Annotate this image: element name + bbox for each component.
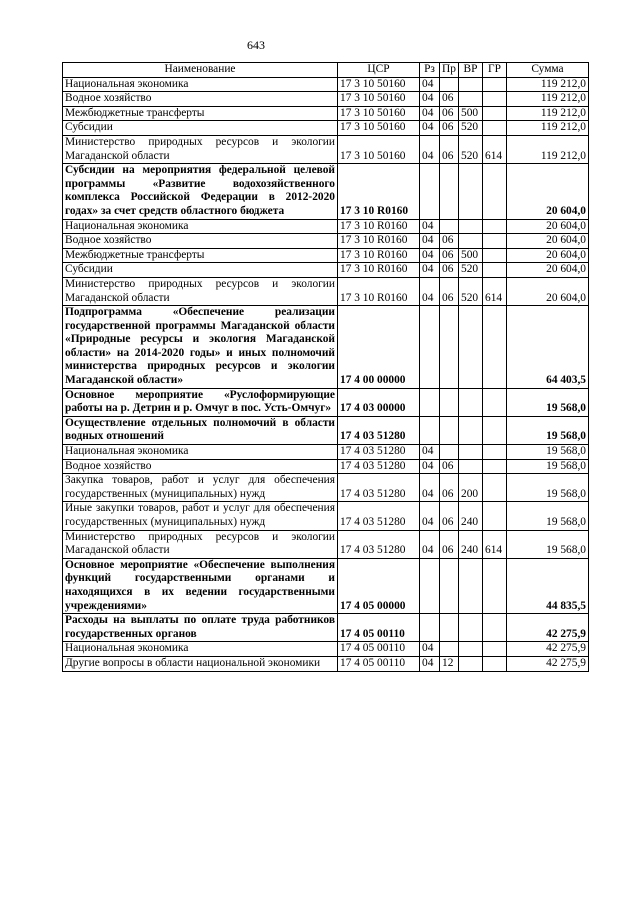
cell-name: Закупка товаров, работ и услуг для обеспечения государственных (муниципальных) нужд	[63, 474, 338, 502]
cell-vr: 520	[459, 277, 483, 305]
cell-sum: 119 212,0	[507, 106, 589, 121]
cell-name: Субсидии	[63, 121, 338, 136]
cell-csr: 17 3 10 R0160	[338, 263, 420, 278]
cell-csr: 17 4 03 51280	[338, 474, 420, 502]
cell-sum: 19 568,0	[507, 445, 589, 460]
table-row	[63, 416, 589, 444]
cell-csr: 17 4 05 00110	[338, 656, 420, 671]
cell-sum: 20 604,0	[507, 277, 589, 305]
cell-pr	[440, 77, 459, 92]
cell-pr: 06	[440, 474, 459, 502]
header-vr: ВР	[459, 63, 483, 78]
cell-name: Межбюджетные трансферты	[63, 106, 338, 121]
table-row	[63, 263, 589, 278]
cell-rz: 04	[420, 248, 440, 263]
table-row	[63, 558, 589, 613]
cell-name: Другие вопросы в области национальной экономики	[63, 656, 338, 671]
cell-rz	[420, 558, 440, 613]
cell-gr	[483, 234, 507, 249]
cell-vr	[459, 642, 483, 657]
table-row	[63, 388, 589, 416]
cell-sum: 42 275,9	[507, 614, 589, 642]
cell-vr: 520	[459, 135, 483, 163]
cell-csr: 17 4 03 51280	[338, 502, 420, 530]
cell-csr: 17 3 10 50160	[338, 106, 420, 121]
cell-gr	[483, 445, 507, 460]
table-row	[63, 121, 589, 136]
cell-rz: 04	[420, 445, 440, 460]
cell-vr: 240	[459, 502, 483, 530]
cell-pr	[440, 306, 459, 389]
cell-pr: 12	[440, 656, 459, 671]
cell-gr	[483, 502, 507, 530]
cell-sum: 20 604,0	[507, 263, 589, 278]
cell-rz: 04	[420, 502, 440, 530]
cell-vr	[459, 656, 483, 671]
cell-name: Водное хозяйство	[63, 459, 338, 474]
header-gr: ГР	[483, 63, 507, 78]
cell-gr: 614	[483, 277, 507, 305]
cell-rz	[420, 416, 440, 444]
cell-gr	[483, 164, 507, 219]
cell-gr	[483, 474, 507, 502]
cell-rz: 04	[420, 121, 440, 136]
cell-pr: 06	[440, 121, 459, 136]
cell-gr	[483, 459, 507, 474]
cell-vr	[459, 92, 483, 107]
header-name: Наименование	[63, 63, 338, 78]
cell-vr	[459, 306, 483, 389]
cell-sum: 119 212,0	[507, 92, 589, 107]
table-row	[63, 92, 589, 107]
table-row	[63, 106, 589, 121]
cell-vr	[459, 558, 483, 613]
cell-sum: 19 568,0	[507, 416, 589, 444]
cell-sum: 119 212,0	[507, 135, 589, 163]
cell-gr	[483, 219, 507, 234]
table-header-row	[63, 63, 589, 78]
table-row	[63, 219, 589, 234]
table-row	[63, 234, 589, 249]
cell-vr	[459, 219, 483, 234]
cell-name: Водное хозяйство	[63, 234, 338, 249]
cell-sum: 20 604,0	[507, 248, 589, 263]
cell-vr: 200	[459, 474, 483, 502]
cell-csr: 17 4 03 51280	[338, 416, 420, 444]
cell-rz	[420, 388, 440, 416]
table-row	[63, 656, 589, 671]
table-row	[63, 642, 589, 657]
cell-sum: 20 604,0	[507, 219, 589, 234]
table-row	[63, 164, 589, 219]
cell-csr: 17 3 10 R0160	[338, 234, 420, 249]
cell-vr: 500	[459, 248, 483, 263]
cell-vr	[459, 164, 483, 219]
cell-gr	[483, 388, 507, 416]
cell-csr: 17 4 05 00110	[338, 642, 420, 657]
cell-csr: 17 3 10 R0160	[338, 277, 420, 305]
cell-csr: 17 3 10 50160	[338, 121, 420, 136]
cell-vr	[459, 416, 483, 444]
cell-csr: 17 4 03 51280	[338, 445, 420, 460]
cell-name: Субсидии	[63, 263, 338, 278]
cell-vr	[459, 388, 483, 416]
cell-csr: 17 4 05 00110	[338, 614, 420, 642]
cell-name: Национальная экономика	[63, 77, 338, 92]
cell-csr: 17 4 00 00000	[338, 306, 420, 389]
cell-vr: 500	[459, 106, 483, 121]
cell-gr	[483, 558, 507, 613]
cell-name: Министерство природных ресурсов и экологии Магаданской области	[63, 530, 338, 558]
cell-rz: 04	[420, 459, 440, 474]
cell-pr: 06	[440, 502, 459, 530]
cell-vr	[459, 77, 483, 92]
cell-csr: 17 3 10 R0160	[338, 164, 420, 219]
cell-csr: 17 3 10 R0160	[338, 219, 420, 234]
cell-sum: 19 568,0	[507, 388, 589, 416]
cell-csr: 17 4 03 00000	[338, 388, 420, 416]
cell-name: Иные закупки товаров, работ и услуг для обеспечения государственных (муниципальных) нужд	[63, 502, 338, 530]
cell-sum: 64 403,5	[507, 306, 589, 389]
cell-vr: 520	[459, 263, 483, 278]
cell-rz: 04	[420, 135, 440, 163]
cell-sum: 19 568,0	[507, 459, 589, 474]
cell-pr	[440, 219, 459, 234]
cell-pr	[440, 642, 459, 657]
cell-rz	[420, 164, 440, 219]
cell-pr: 06	[440, 106, 459, 121]
cell-pr	[440, 388, 459, 416]
cell-gr	[483, 248, 507, 263]
cell-rz: 04	[420, 263, 440, 278]
cell-sum: 42 275,9	[507, 656, 589, 671]
cell-pr: 06	[440, 234, 459, 249]
cell-gr	[483, 106, 507, 121]
cell-vr: 520	[459, 121, 483, 136]
cell-rz	[420, 614, 440, 642]
cell-name: Межбюджетные трансферты	[63, 248, 338, 263]
cell-name: Основное мероприятие «Руслоформирующие работы на р. Детрин и р. Омчуг в пос. Усть-Омчуг»	[63, 388, 338, 416]
table-row	[63, 277, 589, 305]
cell-csr: 17 3 10 R0160	[338, 248, 420, 263]
cell-pr: 06	[440, 263, 459, 278]
table-row	[63, 459, 589, 474]
cell-sum: 44 835,5	[507, 558, 589, 613]
cell-vr	[459, 234, 483, 249]
cell-gr	[483, 614, 507, 642]
cell-name: Национальная экономика	[63, 219, 338, 234]
cell-name: Подпрограмма «Обеспечение реализации государственной программы Магаданской области «Природные ресурсы и экология Магаданской области» на 2014-2020 годы» и иных полномочий министерства природных ресурсов и экологии Магаданской области»	[63, 306, 338, 389]
cell-rz: 04	[420, 656, 440, 671]
table-row	[63, 248, 589, 263]
cell-rz: 04	[420, 234, 440, 249]
cell-sum: 42 275,9	[507, 642, 589, 657]
cell-sum: 119 212,0	[507, 77, 589, 92]
cell-gr: 614	[483, 135, 507, 163]
cell-sum: 20 604,0	[507, 234, 589, 249]
cell-pr	[440, 164, 459, 219]
page-number: 643	[247, 38, 265, 52]
table-row	[63, 614, 589, 642]
cell-gr	[483, 416, 507, 444]
table-row	[63, 445, 589, 460]
cell-gr	[483, 121, 507, 136]
cell-rz: 04	[420, 642, 440, 657]
cell-sum: 20 604,0	[507, 164, 589, 219]
cell-pr	[440, 614, 459, 642]
cell-pr: 06	[440, 459, 459, 474]
cell-pr: 06	[440, 277, 459, 305]
cell-gr	[483, 656, 507, 671]
cell-rz: 04	[420, 77, 440, 92]
cell-csr: 17 4 05 00000	[338, 558, 420, 613]
cell-pr: 06	[440, 135, 459, 163]
cell-sum: 19 568,0	[507, 474, 589, 502]
cell-csr: 17 4 03 51280	[338, 459, 420, 474]
cell-gr	[483, 642, 507, 657]
cell-rz: 04	[420, 92, 440, 107]
table-row	[63, 135, 589, 163]
cell-name: Национальная экономика	[63, 445, 338, 460]
table-row	[63, 502, 589, 530]
cell-sum: 19 568,0	[507, 502, 589, 530]
cell-gr: 614	[483, 530, 507, 558]
cell-pr: 06	[440, 530, 459, 558]
cell-csr: 17 4 03 51280	[338, 530, 420, 558]
cell-vr	[459, 445, 483, 460]
cell-vr	[459, 614, 483, 642]
header-rz: Рз	[420, 63, 440, 78]
cell-rz: 04	[420, 277, 440, 305]
cell-rz: 04	[420, 106, 440, 121]
table-row	[63, 306, 589, 389]
budget-table	[62, 62, 589, 672]
cell-rz: 04	[420, 219, 440, 234]
cell-gr	[483, 306, 507, 389]
cell-name: Расходы на выплаты по оплате труда работников государственных органов	[63, 614, 338, 642]
cell-sum: 119 212,0	[507, 121, 589, 136]
table-row	[63, 530, 589, 558]
cell-csr: 17 3 10 50160	[338, 77, 420, 92]
table-row	[63, 474, 589, 502]
cell-name: Министерство природных ресурсов и экологии Магаданской области	[63, 135, 338, 163]
cell-vr	[459, 459, 483, 474]
cell-name: Осуществление отдельных полномочий в области водных отношений	[63, 416, 338, 444]
cell-rz: 04	[420, 474, 440, 502]
cell-pr: 06	[440, 248, 459, 263]
header-sum: Сумма	[507, 63, 589, 78]
cell-csr: 17 3 10 50160	[338, 92, 420, 107]
cell-rz	[420, 306, 440, 389]
cell-rz: 04	[420, 530, 440, 558]
table-row	[63, 77, 589, 92]
cell-name: Министерство природных ресурсов и экологии Магаданской области	[63, 277, 338, 305]
cell-gr	[483, 263, 507, 278]
cell-vr: 240	[459, 530, 483, 558]
cell-pr: 06	[440, 92, 459, 107]
cell-name: Основное мероприятие «Обеспечение выполнения функций государственными органами и находящихся в их ведении государственными учреждениями»	[63, 558, 338, 613]
cell-pr	[440, 416, 459, 444]
cell-name: Субсидии на мероприятия федеральной целевой программы «Развитие водохозяйственного комплекса Российской Федерации в 2012-2020 годах» за счет средств областного бюджета	[63, 164, 338, 219]
cell-csr: 17 3 10 50160	[338, 135, 420, 163]
header-csr: ЦСР	[338, 63, 420, 78]
cell-sum: 19 568,0	[507, 530, 589, 558]
cell-pr	[440, 558, 459, 613]
cell-gr	[483, 92, 507, 107]
cell-gr	[483, 77, 507, 92]
cell-pr	[440, 445, 459, 460]
header-pr: Пр	[440, 63, 459, 78]
cell-name: Национальная экономика	[63, 642, 338, 657]
cell-name: Водное хозяйство	[63, 92, 338, 107]
